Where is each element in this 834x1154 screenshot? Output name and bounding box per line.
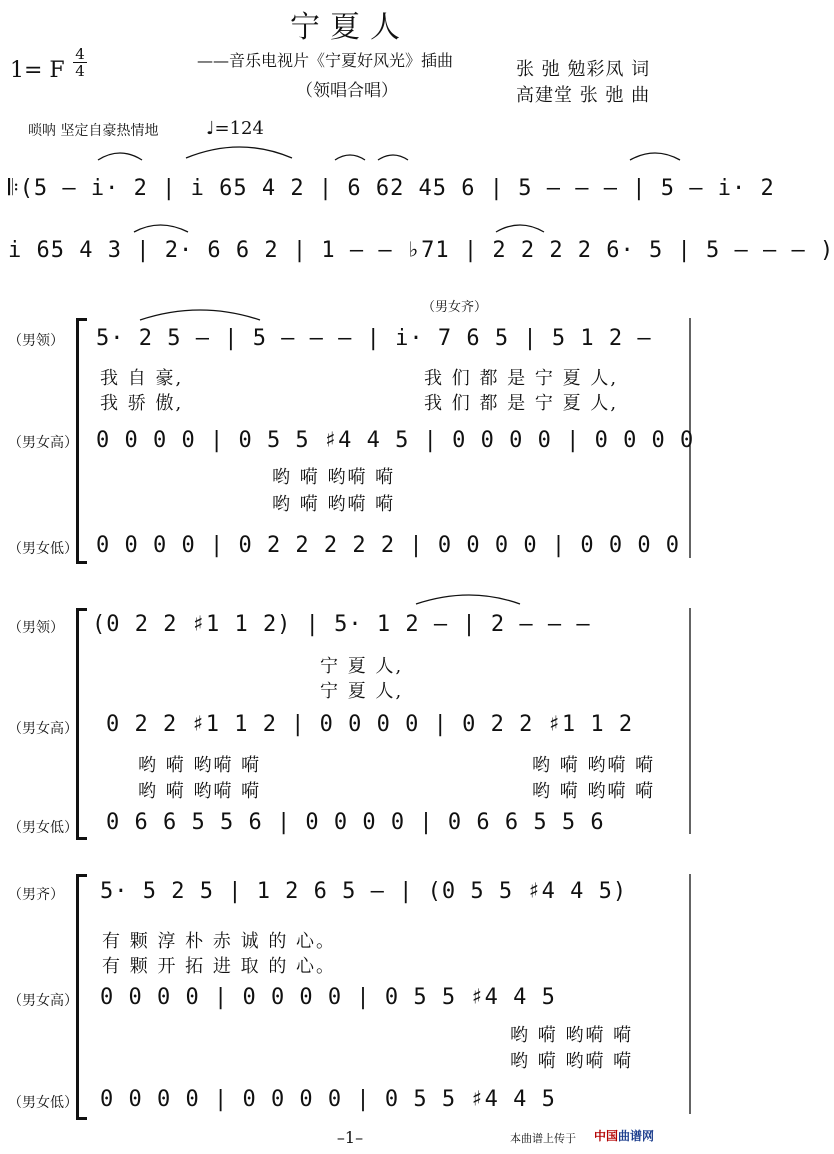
part-label-low: （男女低）	[8, 541, 78, 557]
s2-low-notes: 0 6 6 5 5 6 | 0 0 0 0 | 0 6 6 5 5 6	[106, 810, 605, 835]
s1-high-lyric-1: 哟 嗬 哟嗬 嗬	[272, 467, 396, 488]
s1-high-lyric-2: 哟 嗬 哟嗬 嗬	[272, 494, 396, 515]
logo-text-a: 中国	[594, 1129, 619, 1143]
s2-high-lyric-1a: 哟 嗬 哟嗬 嗬	[138, 755, 262, 776]
s3-low-notes: 0 0 0 0 | 0 0 0 0 | 0 5 5 ♯4 4 5	[100, 1087, 556, 1112]
s1-lyric-1b: 我 们 都 是 宁 夏 人,	[424, 368, 619, 389]
s3-lyric-1: 有 颗 淳 朴 赤 诚 的 心。	[102, 931, 337, 952]
part-label-low: （男女低）	[8, 1095, 78, 1111]
key-signature: 1= F	[10, 58, 65, 83]
s3-high-notes: 0 0 0 0 | 0 0 0 0 | 0 5 5 ♯4 4 5	[100, 985, 556, 1010]
tempo-mark: ♩=124	[206, 118, 264, 139]
logo-text-b: 曲谱网	[618, 1129, 655, 1143]
s2-high-lyric-2b: 哟 嗬 哟嗬 嗬	[532, 781, 656, 802]
performance-note: （领唱合唱）	[296, 81, 398, 101]
s2-lead-notes: (0 2 2 ♯1 1 2) | 5· 1 2 — | 2 — — —	[92, 612, 591, 637]
upload-note: 本曲谱上传于	[510, 1132, 576, 1145]
s1-lyric-2b: 我 们 都 是 宁 夏 人,	[424, 393, 619, 414]
tempo-expression: 唢呐 坚定自豪热情地	[28, 123, 159, 139]
time-signature-bottom: 4	[75, 62, 85, 80]
s1-lyric-1a: 我 自 豪,	[100, 368, 184, 389]
unison-tag: （男女齐）	[422, 300, 488, 315]
site-logo	[594, 1127, 654, 1144]
s3-high-lyric-2: 哟 嗬 哟嗬 嗬	[510, 1051, 634, 1072]
composer-credit: 高建堂 张 弛 曲	[516, 85, 651, 106]
s1-lyric-2a: 我 骄 傲,	[100, 393, 184, 414]
s2-high-lyric-1b: 哟 嗬 哟嗬 嗬	[532, 755, 656, 776]
intro-line-2: i 65 4 3 | 2· 6 6 2 | 1 — — ♭71 | 2 2 2 2 6· 5 | 5 — — — )	[8, 238, 834, 263]
part-label-lead: （男领）	[8, 333, 64, 349]
time-signature-top: 4	[75, 45, 85, 63]
s2-high-lyric-2a: 哟 嗬 哟嗬 嗬	[138, 781, 262, 802]
part-label-high: （男女高）	[8, 721, 78, 737]
part-label-unison: （男齐）	[8, 887, 64, 903]
part-label-lead: （男领）	[8, 620, 64, 636]
s1-high-notes: 0 0 0 0 | 0 5 5 ♯4 4 5 | 0 0 0 0 | 0 0 0 0	[96, 428, 695, 453]
s3-lead-notes: 5· 5 2 5 | 1 2 6 5 — | (0 5 5 ♯4 4 5)	[100, 879, 628, 904]
part-label-high: （男女高）	[8, 435, 78, 451]
part-label-high: （男女高）	[8, 993, 78, 1009]
song-title: 宁夏人	[290, 10, 410, 45]
s1-lead-notes: 5· 2 5 — | 5 — — — | i· 7 6 5 | 5 1 2 —	[96, 326, 652, 351]
s3-lyric-2: 有 颗 开 拓 进 取 的 心。	[102, 956, 337, 977]
s2-lyric-2: 宁 夏 人,	[320, 681, 404, 702]
intro-line-1: 𝄆(5 — i· 2 | i 65 4 2 | 6 62 45 6 | 5 — — — | 5 — i· 2	[8, 176, 775, 201]
subtitle: ——音乐电视片《宁夏好风光》插曲	[197, 51, 454, 70]
s1-low-notes: 0 0 0 0 | 0 2 2 2 2 2 | 0 0 0 0 | 0 0 0 0	[96, 533, 681, 558]
s3-high-lyric-1: 哟 嗬 哟嗬 嗬	[510, 1025, 634, 1046]
page-number: –1–	[336, 1128, 364, 1147]
s2-high-notes: 0 2 2 ♯1 1 2 | 0 0 0 0 | 0 2 2 ♯1 1 2	[106, 712, 634, 737]
lyricist-credit: 张 弛 勉彩凤 词	[516, 59, 651, 80]
part-label-low: （男女低）	[8, 820, 78, 836]
s2-lyric-1: 宁 夏 人,	[320, 656, 404, 677]
